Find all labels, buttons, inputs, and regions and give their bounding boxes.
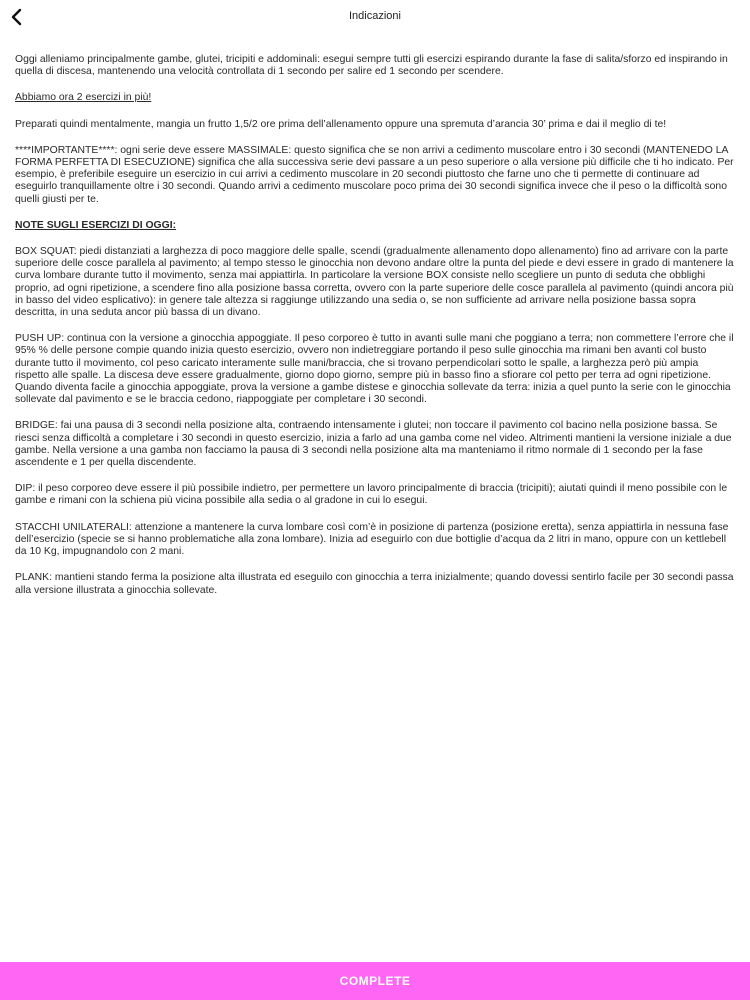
- complete-button[interactable]: COMPLETE: [0, 962, 750, 1000]
- nav-bar: [0, 0, 750, 34]
- important-paragraph: ****IMPORTANTE****: ogni serie deve essere MASSIMALE: questo significa che se non arrivi a cedimento muscolare entro i 30 secondi (MANTENEDO LA FORMA PERFETTA DI ESECUZIONE) significa che alla successiva serie devi passare a un peso superiore o alla versione più difficile che ti ho indicato. Per esempio, è preferibile eseguire un esercizio in cui arrivi a cedimento muscolare in 20 secondi piuttosto che farne uno che ti permette di continuare ad eseguirlo tranquillamente oltre i 30 secondi. Quando arrivi a cedimento muscolare poco prima dei 30 secondi significa invece che il peso o la difficoltà sono quelli giusti per te.: [15, 144, 734, 205]
- plank-paragraph: PLANK: mantieni stando ferma la posizione alta illustrata ed eseguilo con ginocchia a terra inizialmente; quando dovessi sentirlo facile per 30 secondi passa alla versione illustrata a ginocchia sollevate.: [15, 572, 734, 596]
- notes-heading: NOTE SUGLI ESERCIZI DI OGGI:: [15, 219, 177, 231]
- preparation-paragraph: Preparati quindi mentalmente, mangia un frutto 1,5/2 ore prima dell’allenamento oppure una spremuta d’arancia 30’ prima e dai il meglio di te!: [15, 118, 667, 130]
- instructions-text: [15, 54, 735, 611]
- push-up-paragraph: PUSH UP: continua con la versione a ginocchia appoggiate. Il peso corporeo è tutto in avanti sulle mani che poggiano a terra; non commettere l’errore che il 95% % delle persone compie quando inizia questo esercizio, ovvero non indietreggiare portando il peso sulle ginocchia ma rimani ben avanti col busto durante tutto il movimento, col peso caricato interamente sulle mani/braccia, che si trovano perpendicolari sotto le spalle, a larghezza però più ampia rispetto alle spalle. La discesa deve essere gradualmente, giorno dopo giorno, sempre più in basso fino a sfiorare col petto per terra ad ogni ripetizione. Quando diventa facile a ginocchia appoggiate, prova la versione a gambe distese e ginocchia sollevate da terra: inizia a quel punto la serie con le ginocchia sollevate dal pavimento e se le braccia cedono, riappoggiate per completare i 30 secondi.: [15, 333, 734, 406]
- extra-exercises-note: Abbiamo ora 2 esercizi in più!: [15, 92, 152, 104]
- page-title: Indicazioni: [349, 10, 401, 22]
- dip-paragraph: DIP: il peso corporeo deve essere il più possibile indietro, per permettere un lavoro principalmente di braccia (tricipiti); aiutati quindi il meno possibile con le gambe e rimani con la schiena più vicina possibile alla sedia o al gradone in cui lo esegui.: [15, 483, 728, 507]
- bridge-paragraph: BRIDGE: fai una pausa di 3 secondi nella posizione alta, contraendo intensamente i glutei; non toccare il pavimento col bacino nella posizione bassa. Se riesci senza difficoltà a completare i 30 secondi in questo esercizio, inizia a farlo ad una gamba come nel video. Altrimenti mantieni la versione iniziale a due gambe. Nella versione a una gamba non facciamo la pausa di 3 secondi nella posizione alta ma manteniamo il ritmo normale di 1 secondo per la fase ascendente e 1 per quella discendente.: [15, 420, 732, 469]
- box-squat-paragraph: BOX SQUAT: piedi distanziati a larghezza di poco maggiore delle spalle, scendi (gradualmente allenamento dopo allenamento) fino ad arrivare con la parte superiore delle cosce parallela al pavimento; al tempo stesso le ginocchia non devono andare oltre la punta del piede e devi essere in grado di mantenere la curva lombare durante tutto il movimento, senza mai appiattirla. In particolare la versione BOX consiste nello scegliere un punto di seduta che obblighi proprio, ad ogni ripetizione, a scendere fino alla posizione bassa corretta, ovvero con la parte superiore delle cosce parallela al pavimento (quindi ancora più in basso del video esplicativo): in genere tale altezza si raggiunge utilizzando una sedia o, se non sufficiente ad arrivare nella posizione bassa sopra descritta, in una seduta ancor più bassa di un divano.: [15, 246, 734, 319]
- intro-paragraph: Oggi alleniamo principalmente gambe, glutei, tricipiti e addominali: esegui sempre tutti gli esercizi espirando durante la fase di salita/sforzo ed inspirando in quella di discesa, mantenendo una velocità controllata di 1 secondo per salire ed 1 secondo per scendere.: [15, 54, 728, 78]
- stacchi-paragraph: STACCHI UNILATERALI: attenzione a mantenere la curva lombare così com’è in posizione di partenza (posizione eretta), senza appiattirla in nessuna fase dell’esercizio (specie se si hanno problematiche alla zona lombare). Inizia ad eseguirlo con due bottiglie d’acqua da 2 litri in mano, oppure con un kettlebell da 10 Kg, impugnandolo con 2 mani.: [15, 521, 729, 558]
